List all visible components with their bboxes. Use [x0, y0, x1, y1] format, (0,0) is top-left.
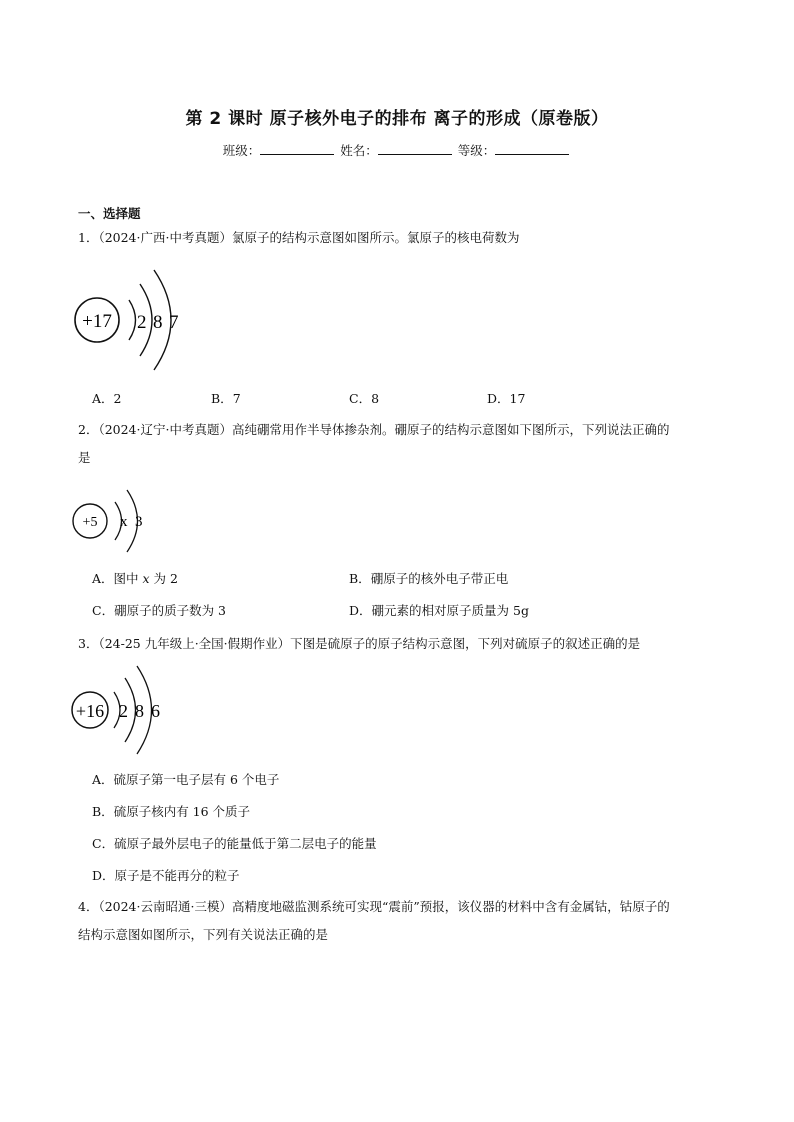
- shell-electrons-3: 6: [151, 701, 160, 721]
- nucleus-charge: +17: [82, 311, 112, 332]
- option-letter: D．: [487, 391, 510, 406]
- name-blank[interactable]: [378, 142, 452, 155]
- option-letter: B．: [349, 571, 371, 586]
- shell-electrons-3: 7: [169, 312, 179, 333]
- shell-electrons-1: x: [120, 514, 128, 530]
- option-a[interactable]: [92, 770, 279, 788]
- option-text: 硫原子核内有 16 个质子: [113, 804, 251, 819]
- option-letter: A．: [92, 772, 114, 787]
- question-1-stem: [78, 224, 726, 252]
- nucleus-charge: +5: [82, 515, 98, 530]
- chlorine-atom-diagram: [70, 262, 200, 382]
- question-text: 高纯硼常用作半导体掺杂剂。硼原子的结构示意图如下图所示，下列说法正确的: [231, 422, 670, 437]
- question-text-cont: 结构示意图如图所示，下列有关说法正确的是: [78, 927, 329, 942]
- shell-arc-1: [129, 300, 136, 340]
- section-title: 一、选择题: [78, 206, 141, 221]
- question-text-cont: 是: [78, 450, 91, 465]
- option-letter: A．: [92, 391, 114, 406]
- shell-electrons-2: 8: [135, 701, 144, 721]
- question-number: 4．: [78, 899, 99, 914]
- question-2-stem: [78, 416, 726, 472]
- option-letter: D．: [349, 603, 372, 618]
- option-text: 硫原子第一电子层有 6 个电子: [113, 772, 280, 787]
- option-text: 为 2: [149, 571, 178, 586]
- option-a[interactable]: [92, 389, 121, 407]
- question-source: （24-25 九年级上·全国·假期作业）: [98, 636, 291, 651]
- option-d[interactable]: [487, 389, 525, 407]
- option-c[interactable]: [92, 601, 226, 619]
- boron-atom-diagram: [70, 484, 170, 556]
- grade-blank[interactable]: [495, 142, 569, 155]
- sulfur-atom-diagram: [70, 664, 180, 760]
- option-c[interactable]: [92, 834, 377, 852]
- question-source: （2024·云南昭通·三模）: [98, 899, 232, 914]
- option-letter: B．: [211, 391, 233, 406]
- option-text: 硫原子最外层电子的能量低于第二层电子的能量: [114, 836, 377, 851]
- option-text: 7: [232, 391, 241, 406]
- shell-electrons-1: 2: [119, 701, 128, 721]
- student-info-line: [0, 141, 794, 159]
- class-label: 班级：: [222, 143, 261, 158]
- question-text: 下图是硫原子的原子结构示意图，下列对硫原子的叙述正确的是: [290, 636, 641, 651]
- option-letter: C．: [349, 391, 372, 406]
- option-b[interactable]: [92, 802, 250, 820]
- option-letter: B．: [92, 804, 114, 819]
- shell-electrons-1: 2: [137, 312, 147, 333]
- option-text: 硼元素的相对原子质量为 5g: [371, 603, 529, 618]
- question-source: （2024·辽宁·中考真题）: [98, 422, 232, 437]
- option-text: 硼原子的核外电子带正电: [370, 571, 509, 586]
- question-4-stem: [78, 893, 726, 949]
- shell-electrons-2: 3: [135, 514, 143, 530]
- option-text: 硼原子的质子数为 3: [114, 603, 227, 618]
- option-d[interactable]: [349, 601, 529, 619]
- option-text: 2: [113, 391, 122, 406]
- question-text: 高精度地磁监测系统可实现“震前”预报，该仪器的材料中含有金属钴，钴原子的: [231, 899, 670, 914]
- class-blank[interactable]: [260, 142, 334, 155]
- question-3-stem: [78, 630, 726, 658]
- question-source: （2024·广西·中考真题）: [98, 230, 232, 245]
- option-a[interactable]: [92, 569, 178, 587]
- option-c[interactable]: [349, 389, 379, 407]
- option-text: 图中: [113, 571, 143, 586]
- page-title: 第 2 课时 原子核外电子的排布 离子的形成（原卷版）: [185, 109, 609, 129]
- shell-electrons-2: 8: [153, 312, 163, 333]
- option-letter: C．: [92, 603, 115, 618]
- option-letter: D．: [92, 868, 115, 883]
- option-text: 8: [371, 391, 380, 406]
- nucleus-charge: +16: [75, 701, 105, 721]
- question-number: 2．: [78, 422, 99, 437]
- option-text: 原子是不能再分的粒子: [114, 868, 240, 883]
- grade-label: 等级：: [457, 143, 496, 158]
- option-letter: C．: [92, 836, 115, 851]
- option-d[interactable]: [92, 866, 240, 884]
- option-variable: x: [142, 571, 150, 586]
- option-b[interactable]: [349, 569, 508, 587]
- option-letter: A．: [92, 571, 114, 586]
- question-number: 1．: [78, 230, 99, 245]
- name-label: 姓名：: [340, 143, 378, 158]
- option-text: 17: [509, 391, 526, 406]
- option-b[interactable]: [211, 389, 241, 407]
- question-number: 3．: [78, 636, 99, 651]
- question-text: 氯原子的结构示意图如图所示。氯原子的核电荷数为: [231, 230, 520, 245]
